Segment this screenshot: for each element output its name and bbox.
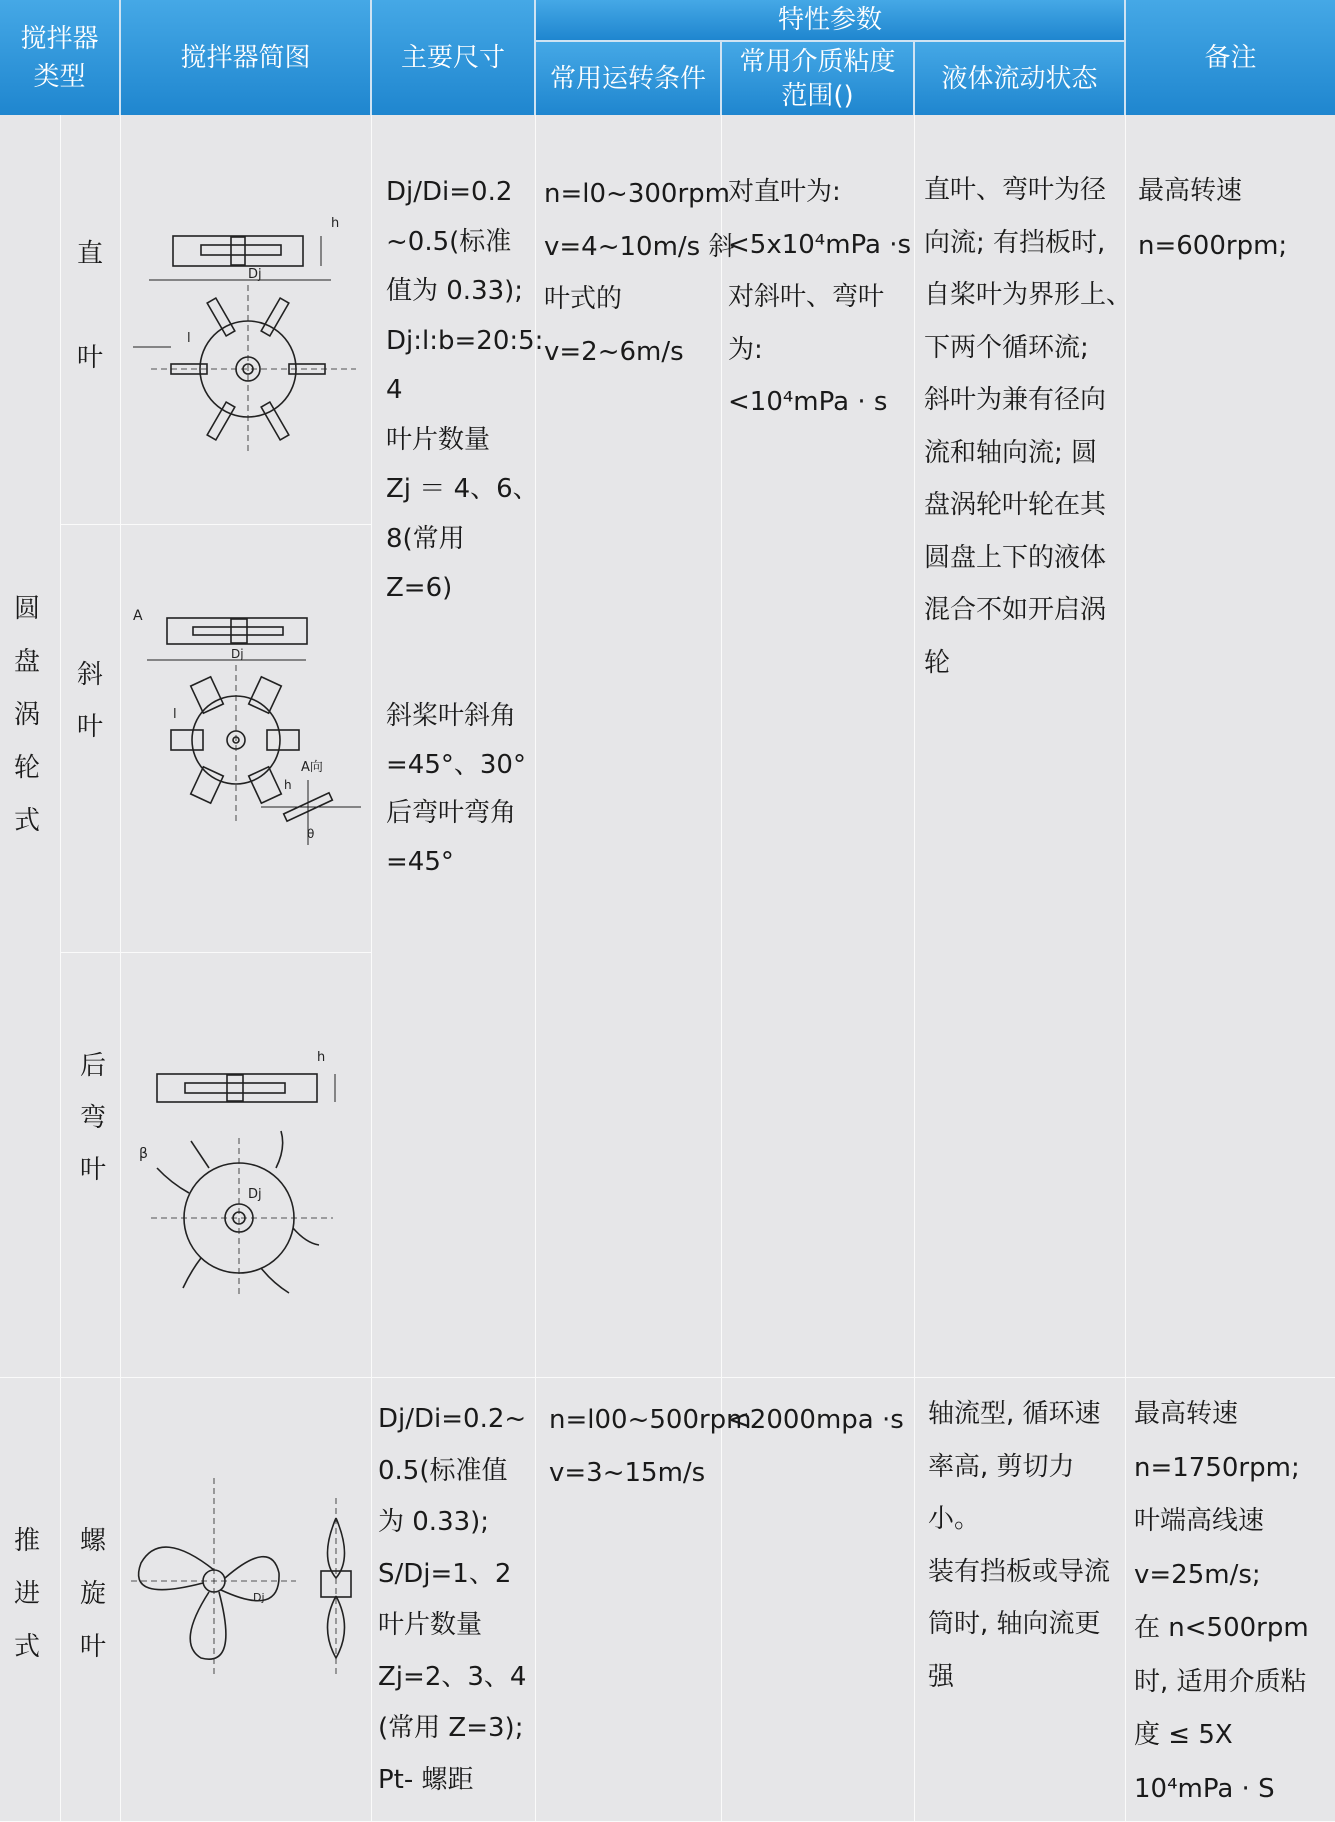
l-label: l bbox=[187, 331, 191, 346]
theta-label: θ bbox=[307, 827, 315, 841]
dj-label: Dj bbox=[248, 267, 262, 282]
type-propeller: 推 进 式 bbox=[13, 1526, 40, 1662]
type-disc-turbine: 圆 盘 涡 轮 式 bbox=[13, 594, 40, 836]
flow-text: 直叶、弯叶为径 向流; 有挡板时, 自桨叶为界形上、 下两个循环流; 斜叶为兼有径向 流和轴向流; 圆 盘涡轮叶轮在其 圆盘上下的液体 混合不如开启涡 轮 bbox=[924, 175, 1133, 678]
remarks-text: 最高转速 n=600rpm; bbox=[1138, 176, 1288, 261]
subtype-curved-blade: 后 弯 叶 bbox=[79, 1051, 106, 1185]
dj-label: Dj bbox=[253, 1591, 265, 1604]
flow-text: 轴流型, 循环速 率高, 剪切力 小。 装有挡板或导流 筒时, 轴向流更 强 bbox=[928, 1399, 1111, 1692]
header-characteristics: 特性参数 bbox=[536, 0, 1126, 42]
viscosity-text: 对直叶为: <5x10⁴mPa ·s 对斜叶、弯叶 为: <10⁴mPa · s bbox=[728, 177, 912, 417]
viscosity-text: <2000mpa ·s bbox=[728, 1405, 904, 1435]
operating-text: n=l00~500rpm v=3~15m/s bbox=[549, 1405, 752, 1488]
h-label: h bbox=[331, 216, 340, 231]
h-label: h bbox=[284, 778, 292, 792]
l-label: l bbox=[173, 707, 177, 722]
header-operating: 常用运转条件 bbox=[536, 42, 722, 115]
beta-label: β bbox=[139, 1146, 148, 1162]
a-label: A bbox=[133, 608, 143, 624]
dj-label: Dj bbox=[231, 647, 244, 661]
a-direction-label: A向 bbox=[301, 760, 323, 775]
straight-blade-turbine-diagram bbox=[121, 115, 372, 525]
header-dimensions: 主要尺寸 bbox=[372, 0, 536, 115]
subtype-straight-blade: 直 叶 bbox=[76, 239, 103, 373]
propeller-diagram bbox=[121, 1378, 372, 1822]
remarks-cell bbox=[1126, 115, 1335, 1378]
header-viscosity: 常用介质粘度 范围() bbox=[722, 42, 915, 115]
remarks-text: 最高转速 n=1750rpm; 叶端高线速 v=25m/s; 在 n<500rpm 时, 适用介质粘 度 ≤ 5X 10⁴mPa · S bbox=[1134, 1399, 1309, 1804]
header-type: 搅拌器 类型 bbox=[0, 0, 121, 115]
dimensions-text: Dj/Di=0.2~ 0.5(标准值 为 0.33); S/Dj=1、2 叶片数量 Zj=2、3、4 (常用 Z=3); Pt- 螺距 bbox=[378, 1404, 527, 1795]
subtype-spiral-blade: 螺 旋 叶 bbox=[79, 1526, 106, 1662]
dimensions-text: Dj/Di=0.2 ~0.5(标准 值为 0.33); Dj:l:b=20:5: 4 叶片数量 Zj ＝ 4、6、 8(常用 Z=6) bbox=[386, 177, 544, 603]
dimensions-extra-text: 斜桨叶斜角 =45°、30° 后弯叶弯角 =45° bbox=[386, 701, 526, 877]
header-remarks: 备注 bbox=[1126, 0, 1335, 115]
operating-text: n=l0~300rpm v=4~10m/s 斜 叶式的 v=2~6m/s bbox=[544, 179, 735, 367]
pitched-blade-turbine-diagram bbox=[121, 525, 372, 953]
h-label: h bbox=[317, 1050, 326, 1065]
subtype-pitched-blade: 斜 叶 bbox=[76, 660, 103, 742]
header-diagram: 搅拌器简图 bbox=[121, 0, 372, 115]
dj-label: Dj bbox=[248, 1187, 262, 1202]
header-flow: 液体流动状态 bbox=[915, 42, 1126, 115]
curved-blade-turbine-diagram bbox=[121, 953, 372, 1378]
